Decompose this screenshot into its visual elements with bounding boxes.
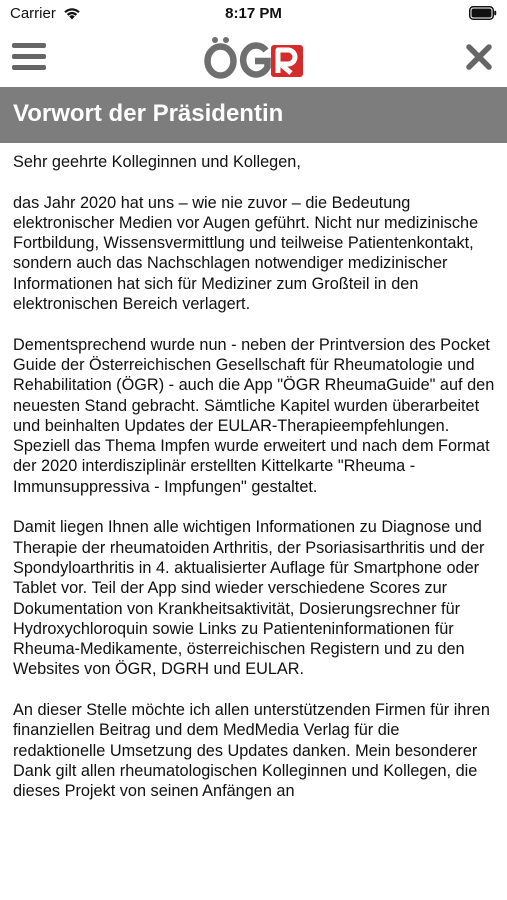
ogr-logo	[203, 37, 305, 79]
hamburger-menu-icon-bar	[12, 54, 46, 59]
salutation-paragraph: Sehr geehrte Kolleginnen und Kollegen,	[13, 153, 301, 171]
page-title: Vorwort der Präsidentin	[13, 100, 284, 127]
carrier-label: Carrier	[10, 5, 56, 22]
body-paragraph: An dieser Stelle möchte ich allen unterstützenden Firmen für ihren finanziellen Beitrag und dem MedMedia Verlag für die redaktionelle Umsetzung des Updates danken. Mein besonderer Dank gilt allen rheumatologischen Kolleginnen und Kollegen, die dieses Projekt von seinen Anfängen an	[13, 701, 490, 801]
navigation-bar	[0, 30, 507, 86]
clock-time: 8:17 PM	[225, 5, 282, 22]
hamburger-menu-icon-bar	[12, 65, 46, 70]
body-paragraph: Dementsprechend wurde nun - neben der Printversion des Pocket Guide der Österreichischen Gesellschaft für Rheumatologie und Rehabilitation (ÖGR) - auch die App "ÖGR RheumaGuide" auf den neuesten Stand gebracht. Sämtliche Kapitel wurden überarbeitet und beinhalten Updates der EULAR-Therapieempfehlungen. Speziell das Thema Impfen wurde erweitert und nach dem Format der 2020 interdisziplinär erstellten Kittelkarte "Rheuma - Immunsuppressiva - Impfungen" gestaltet.	[13, 335, 495, 496]
foreword-text	[13, 152, 495, 822]
hamburger-menu-icon	[12, 43, 46, 48]
menu-button[interactable]	[12, 40, 48, 74]
status-bar	[0, 0, 507, 30]
battery-icon	[469, 6, 497, 25]
body-paragraph: Damit liegen Ihnen alle wichtigen Informationen zu Diagnose und Therapie der rheumatoiden Arthritis, der Psoriasisarthritis und der Spondyloarthritis in 4. aktualisierter Auflage für Smartphone oder Tablet vor. Teil der App sind wieder verschiedene Scores zur Dokumentation von Krankheitsaktivität, Dosierungsrechner für Hydroxychloroquin sowie Links zu Patienteninformationen für Rheuma-Medikamente, österreichischen Registern und zu den Websites von ÖGR, DGRH und EULAR.	[13, 518, 485, 679]
page-title-bar	[0, 87, 507, 143]
body-paragraph: das Jahr 2020 hat uns – wie nie zuvor – die Bedeutung elektronischer Medien vor Augen geführt. Nicht nur medizinische Fortbildung, Wissensvermittlung und teilweise Patientenkontakt, sondern auch das Nachschlagen notwendiger medizinischer Informationen hat sich für Mediziner zum Großteil in den elektronischen Bereich verlagert.	[13, 193, 479, 314]
close-icon	[465, 43, 493, 71]
close-button[interactable]	[465, 43, 493, 71]
